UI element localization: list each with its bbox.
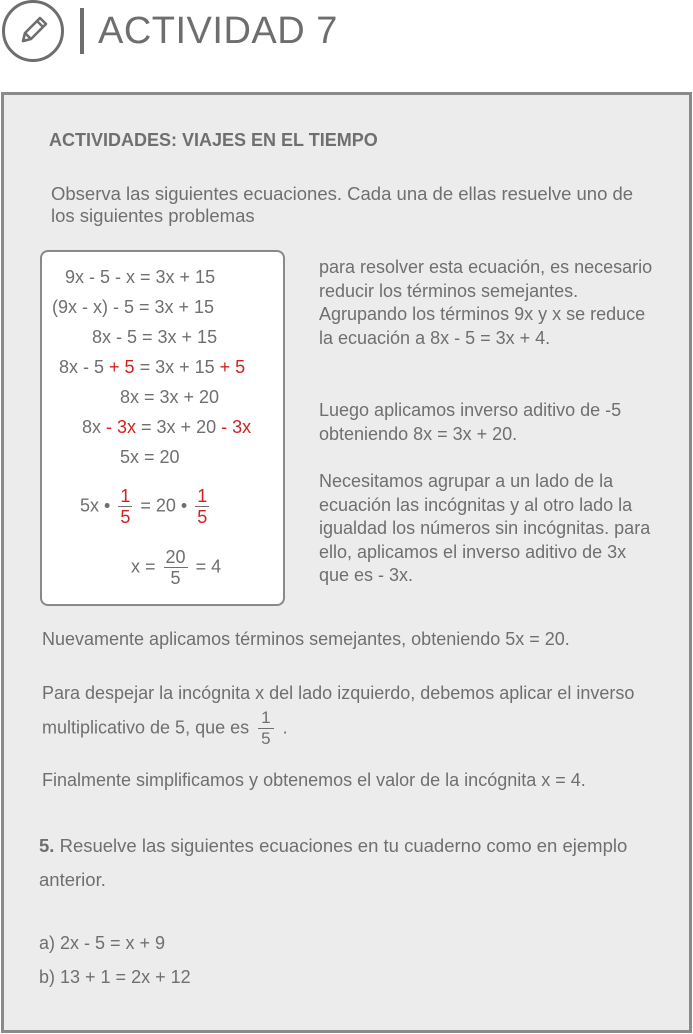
paragraph — [42, 678, 662, 749]
fraction-denominator: 5 — [120, 507, 131, 527]
exercise-number: 5. — [39, 835, 55, 856]
fraction-numerator: 20 — [165, 547, 186, 567]
page-title: ACTIVIDAD 7 — [98, 10, 338, 52]
title-divider — [80, 8, 84, 54]
equation-term: = 20 • — [140, 495, 188, 516]
equation-term: = 4 — [195, 556, 222, 577]
equation-line — [82, 417, 251, 438]
pencil-badge — [2, 0, 64, 62]
equation-term: x = — [131, 556, 156, 577]
paragraph: Finalmente simplificamos y obtenemos el valor de la incógnita x = 4. — [42, 770, 586, 790]
fraction-denominator: 5 — [261, 729, 271, 748]
equation-term-highlight: - 3x — [221, 417, 252, 437]
equation-line: 9x - 5 - x = 3x + 15 — [65, 267, 216, 287]
equation-line — [80, 486, 212, 527]
equation-term: = 3x + 20 — [136, 417, 222, 437]
equation-term: 8x - 5 — [59, 357, 110, 377]
equation-line: 8x = 3x + 20 — [120, 387, 220, 407]
fraction-denominator: 5 — [197, 507, 208, 527]
equation-line: (9x - x) - 5 = 3x + 15 — [52, 297, 215, 317]
equation-term: = 3x + 15 — [134, 357, 220, 377]
exercise-instruction — [39, 829, 639, 897]
paragraph: Nuevamente aplicamos términos semejantes, obteniendo 5x = 20. — [42, 629, 570, 649]
fraction — [118, 486, 132, 527]
fraction-denominator: 5 — [170, 568, 181, 588]
fraction — [195, 486, 209, 527]
fraction-numerator: 1 — [197, 486, 208, 506]
equation-term: 8x — [82, 417, 107, 437]
equation-line — [59, 357, 245, 378]
section-heading: ACTIVIDADES: VIAJES EN EL TIEMPO — [49, 130, 378, 150]
exercise-text: Resuelve las siguientes ecuaciones en tu cuaderno como en ejemplo anterior. — [39, 835, 628, 890]
fraction — [164, 547, 188, 588]
exercise-item: b) 13 + 1 = 2x + 12 — [39, 967, 191, 987]
equation-term-highlight: + 5 — [219, 357, 246, 377]
equation-line — [131, 547, 221, 588]
equation-line: 5x = 20 — [120, 447, 180, 467]
fraction-numerator: 1 — [120, 486, 131, 506]
equation-term-highlight: + 5 — [109, 357, 135, 377]
equation-term: 5x • — [80, 495, 111, 516]
fraction — [258, 708, 273, 749]
fraction-numerator: 1 — [258, 708, 273, 729]
activity-header — [0, 0, 693, 92]
equation-term-highlight: - 3x — [106, 417, 137, 437]
paragraph-text: . — [282, 717, 288, 738]
explanation-text: para resolver esta ecuación, es necesario reducir los términos semejantes. Agrupando los términos 9x y x se reduce la ecuación a 8x - 5 = 3x + 4. — [319, 257, 653, 348]
explanation-text: Necesitamos agrupar a un lado de la ecuación las incógnitas y al otro lado la igualdad los números sin incógnitas. para ello, aplicamos el inverso aditivo de 3x que es - 3x. — [319, 471, 651, 585]
pencil-icon — [13, 11, 53, 51]
explanation-text: Luego aplicamos inverso aditivo de -5 obteniendo 8x = 3x + 20. — [319, 400, 622, 444]
paragraph-text: Para despejar la incógnita x del lado izquierdo, debemos aplicar el inverso multiplicativo de 5, que es — [42, 683, 635, 738]
section-intro: Observa las siguientes ecuaciones. Cada una de ellas resuelve uno de los siguientes problemas — [51, 183, 634, 226]
equation-line: 8x - 5 = 3x + 15 — [92, 327, 218, 347]
exercise-item: a) 2x - 5 = x + 9 — [39, 933, 166, 953]
